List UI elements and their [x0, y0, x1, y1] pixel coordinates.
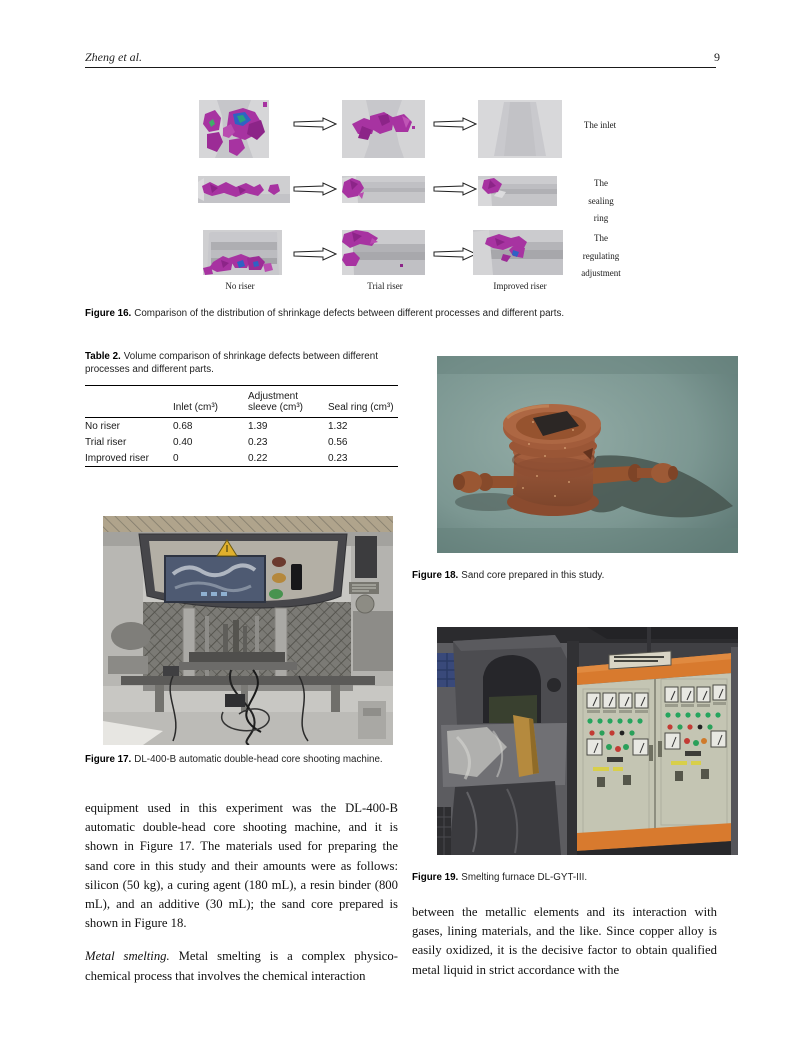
subsection-run-in-heading: Metal smelting.	[85, 949, 170, 964]
figure16-caption-label: Figure 16.	[85, 308, 132, 319]
table2-title	[85, 350, 398, 376]
cell-value: 1.39	[248, 420, 268, 432]
fig16-thumb-sealing-trial-riser	[342, 176, 425, 203]
figure19-caption-label: Figure 19.	[412, 872, 459, 883]
figure17-caption-label: Figure 17.	[85, 754, 132, 765]
fig16-row-label-sealing-ring	[575, 175, 627, 228]
fig16-row-label-regulating-adjustment	[570, 230, 632, 283]
table-row	[85, 450, 398, 467]
cell-value: 0.22	[248, 452, 268, 464]
fig16-row-label-line: sealing	[588, 195, 614, 206]
arrow-right-icon	[293, 117, 337, 136]
figure18-caption-text: Sand core prepared in this study.	[461, 570, 605, 581]
fig16-thumb-sealing-no-riser	[198, 176, 290, 203]
row-label: No riser	[85, 420, 121, 432]
fig16-thumb-regulating-no-riser	[203, 230, 282, 275]
body-paragraph: equipment used in this experiment was the DL-400-B automatic double-head core shooting machine, and it is shown in Figure 17. The materials used for preparing the sand core in this study and their amounts were as follows: silicon (50 kg), a curing agent (180 mL), a resin binder (800 mL), and an additive (30 mL); the sand core prepared is shown in Figure 18.	[85, 801, 398, 931]
cell-value: 0.23	[328, 452, 348, 464]
body-paragraph-text: Metal smelting is a complex physico-chemical process that involves the chemical interaction	[85, 949, 398, 983]
table2-block	[85, 350, 398, 467]
fig16-row-label-line: adjustment	[581, 268, 621, 278]
cell-value: 0.68	[173, 420, 193, 432]
cell-value: 1.32	[328, 420, 348, 432]
cell-value: 0.40	[173, 436, 193, 448]
figure19-caption-text: Smelting furnace DL-GYT-III.	[461, 872, 588, 883]
cell-value: 0.56	[328, 436, 348, 448]
cell-value: 0.23	[248, 436, 268, 448]
fig16-row-label-line: ring	[593, 213, 609, 223]
figure19-photo	[437, 627, 738, 855]
page-number: 9	[714, 50, 720, 64]
fig16-thumb-inlet-improved-riser	[478, 100, 562, 158]
fig16-col-label-improved-riser: Improved riser	[493, 281, 547, 291]
row-label: Improved riser	[85, 452, 149, 464]
left-text-column	[85, 799, 398, 986]
table2-header-adjustment-sleeve: Adjustment sleeve (cm³)	[248, 386, 328, 418]
table2-header-inlet: Inlet (cm³)	[173, 386, 248, 418]
row-label: Trial riser	[85, 436, 127, 448]
table-row	[85, 418, 398, 435]
figure17-photo	[103, 516, 393, 745]
table2-header-empty	[85, 386, 173, 418]
fig16-row-label-line: The	[594, 233, 608, 243]
table2-header-row	[85, 386, 398, 418]
table2-title-label: Table 2.	[85, 351, 121, 362]
fig16-thumb-regulating-trial-riser	[342, 230, 425, 275]
fig16-row-label-line: The inlet	[583, 120, 617, 130]
fig16-row-label-line: The	[594, 178, 608, 188]
cell-value: 0	[173, 452, 179, 464]
arrow-right-icon	[293, 247, 337, 266]
figure19-caption	[412, 871, 718, 885]
table2-header-seal-ring: Seal ring (cm³)	[328, 386, 398, 418]
figure16-caption-text: Comparison of the distribution of shrinkage defects between different processes and different parts.	[134, 308, 565, 319]
arrow-right-icon	[433, 247, 477, 266]
figure18-caption	[412, 569, 718, 583]
fig16-col-label-no-riser: No riser	[225, 281, 255, 291]
figure17-caption-text: DL-400-B automatic double-head core shooting machine.	[134, 754, 383, 765]
body-paragraph: between the metallic elements and its interaction with gases, lining materials, and the like. Since copper alloy is easily oxidized, it is the decisive factor to obtain qualified metal liquid in strict accordance with the	[412, 905, 717, 977]
fig16-row-label-inlet	[570, 117, 630, 135]
figure18-photo	[437, 356, 738, 553]
figure16-image	[185, 95, 630, 297]
header-rule	[85, 67, 716, 68]
arrow-right-icon	[433, 117, 477, 136]
table2-title-text: Volume comparison of shrinkage defects between different processes and different parts.	[85, 351, 378, 375]
fig16-thumb-inlet-no-riser	[199, 100, 269, 158]
arrow-right-icon	[433, 182, 477, 201]
figure16-caption	[85, 307, 717, 321]
fig16-thumb-sealing-improved-riser	[478, 176, 557, 206]
fig16-thumb-inlet-trial-riser	[342, 100, 425, 158]
right-text-column	[412, 903, 717, 980]
fig16-col-label-trial-riser: Trial riser	[367, 281, 403, 291]
paragraph-gap	[85, 933, 398, 947]
fig16-thumb-regulating-improved-riser	[473, 230, 563, 275]
figure17-caption	[85, 753, 398, 767]
table2	[85, 385, 398, 467]
figure18-caption-label: Figure 18.	[412, 570, 459, 581]
fig16-row-label-line: regulating	[582, 250, 620, 261]
body-paragraph	[85, 947, 398, 985]
arrow-right-icon	[293, 182, 337, 201]
running-head-authors: Zheng et al.	[85, 50, 142, 64]
table-row	[85, 434, 398, 450]
